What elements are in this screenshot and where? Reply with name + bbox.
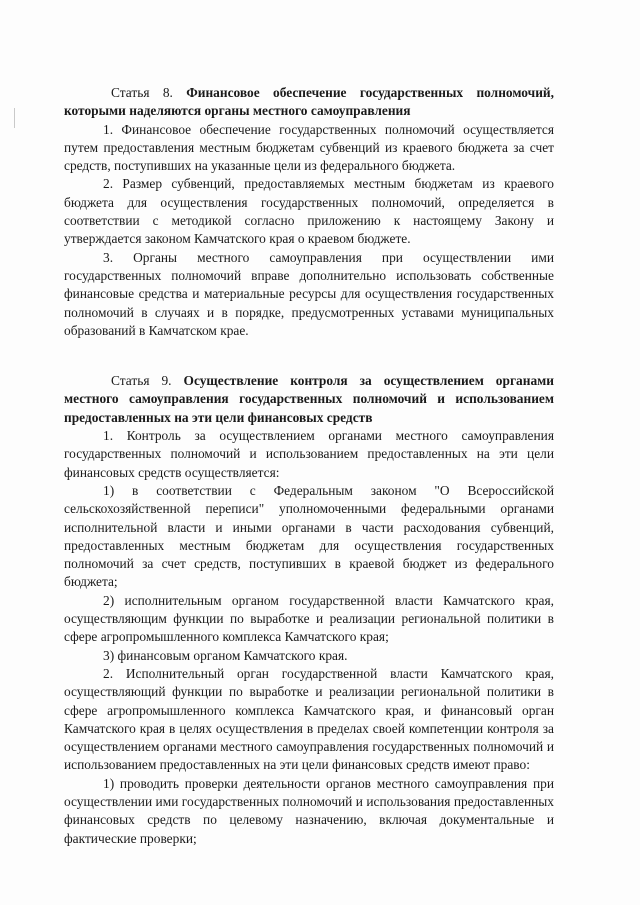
article-9-item-1: 1) в соответствии с Федеральным законом "О Всероссийской сельскохозяйственной переписи" уполномоченными федеральными органами исполнительной власти и иными органами в части расходования субвенций, предоставленных местным бюджетам для осуществления государственных полномочий за счет средств, поступивших в краевой бюджет из федерального бюджета; [64,482,554,590]
article-9-paragraph-2-item-1: 1) проводить проверки деятельности органов местного самоуправления при осуществлении ими государственных полномочий и использования предоставленных финансовых средств по целевому назначению, включая документальные и фактические проверки; [64,775,554,846]
scan-margin-mark [14,108,15,128]
article-9-heading [64,372,554,427]
section-spacer [64,340,554,372]
article-8-paragraph-2: 2. Размер субвенций, предоставляемых местным бюджетам из краевого бюджета для осуществления государственных полномочий, определяется в соответствии с методикой согласно приложению к настоящему Закону и утверждается законом Камчатского края о краевом бюджете. [64,176,554,247]
article-9-title: Осуществление контроля за осуществлением органами местного самоуправления государственных полномочий и использованием предоставленных на эти цели финансовых средств [64,373,554,425]
article-8-heading [64,84,554,121]
article-9-paragraph-1: 1. Контроль за осуществлением органами местного самоуправления государственных полномочий и использованием предоставленных на эти цели финансовых средств осуществляется: [64,428,554,480]
article-8-title: Финансовое обеспечение государственных полномочий, которыми наделяются органы местного самоуправления [64,85,554,119]
article-8-number: Статья 8. [111,85,173,100]
article-8-paragraph-1: 1. Финансовое обеспечение государственных полномочий осуществляется путем предоставления местным бюджетам субвенций из краевого бюджета за счет средств, поступивших на указанные цели из федерального бюджета. [64,121,554,174]
article-9-item-3: 3) финансовым органом Камчатского края. [103,647,348,663]
article-9-item-2: 2) исполнительным органом государственной власти Камчатского края, осуществляющим функции по выработке и реализации региональной политики в сфере агропромышленного комплекса Камчатского края; [64,592,554,645]
document-body [64,84,554,848]
article-8-paragraph-3: 3. Органы местного самоуправления при осуществлении ими государственных полномочий вправе дополнительно использовать собственные финансовые средства и материальные ресурсы для осуществления государственных полномочий в случаях и в порядке, предусмотренных уставами муниципальных образований в Камчатском крае. [64,249,554,338]
article-9-number: Статья 9. [111,373,172,389]
article-9-paragraph-2: 2. Исполнительный орган государственной власти Камчатского края, осуществляющий функции по выработке и реализации региональной политики в сфере агропромышленного комплекса Камчатского края, и финансовый орган Камчатского края в целях осуществления в пределах своей компетенции контроля за осуществлением органами местного самоуправления государственных полномочий и использованием предоставленных на эти цели финансовых средств имеют право: [64,665,554,773]
